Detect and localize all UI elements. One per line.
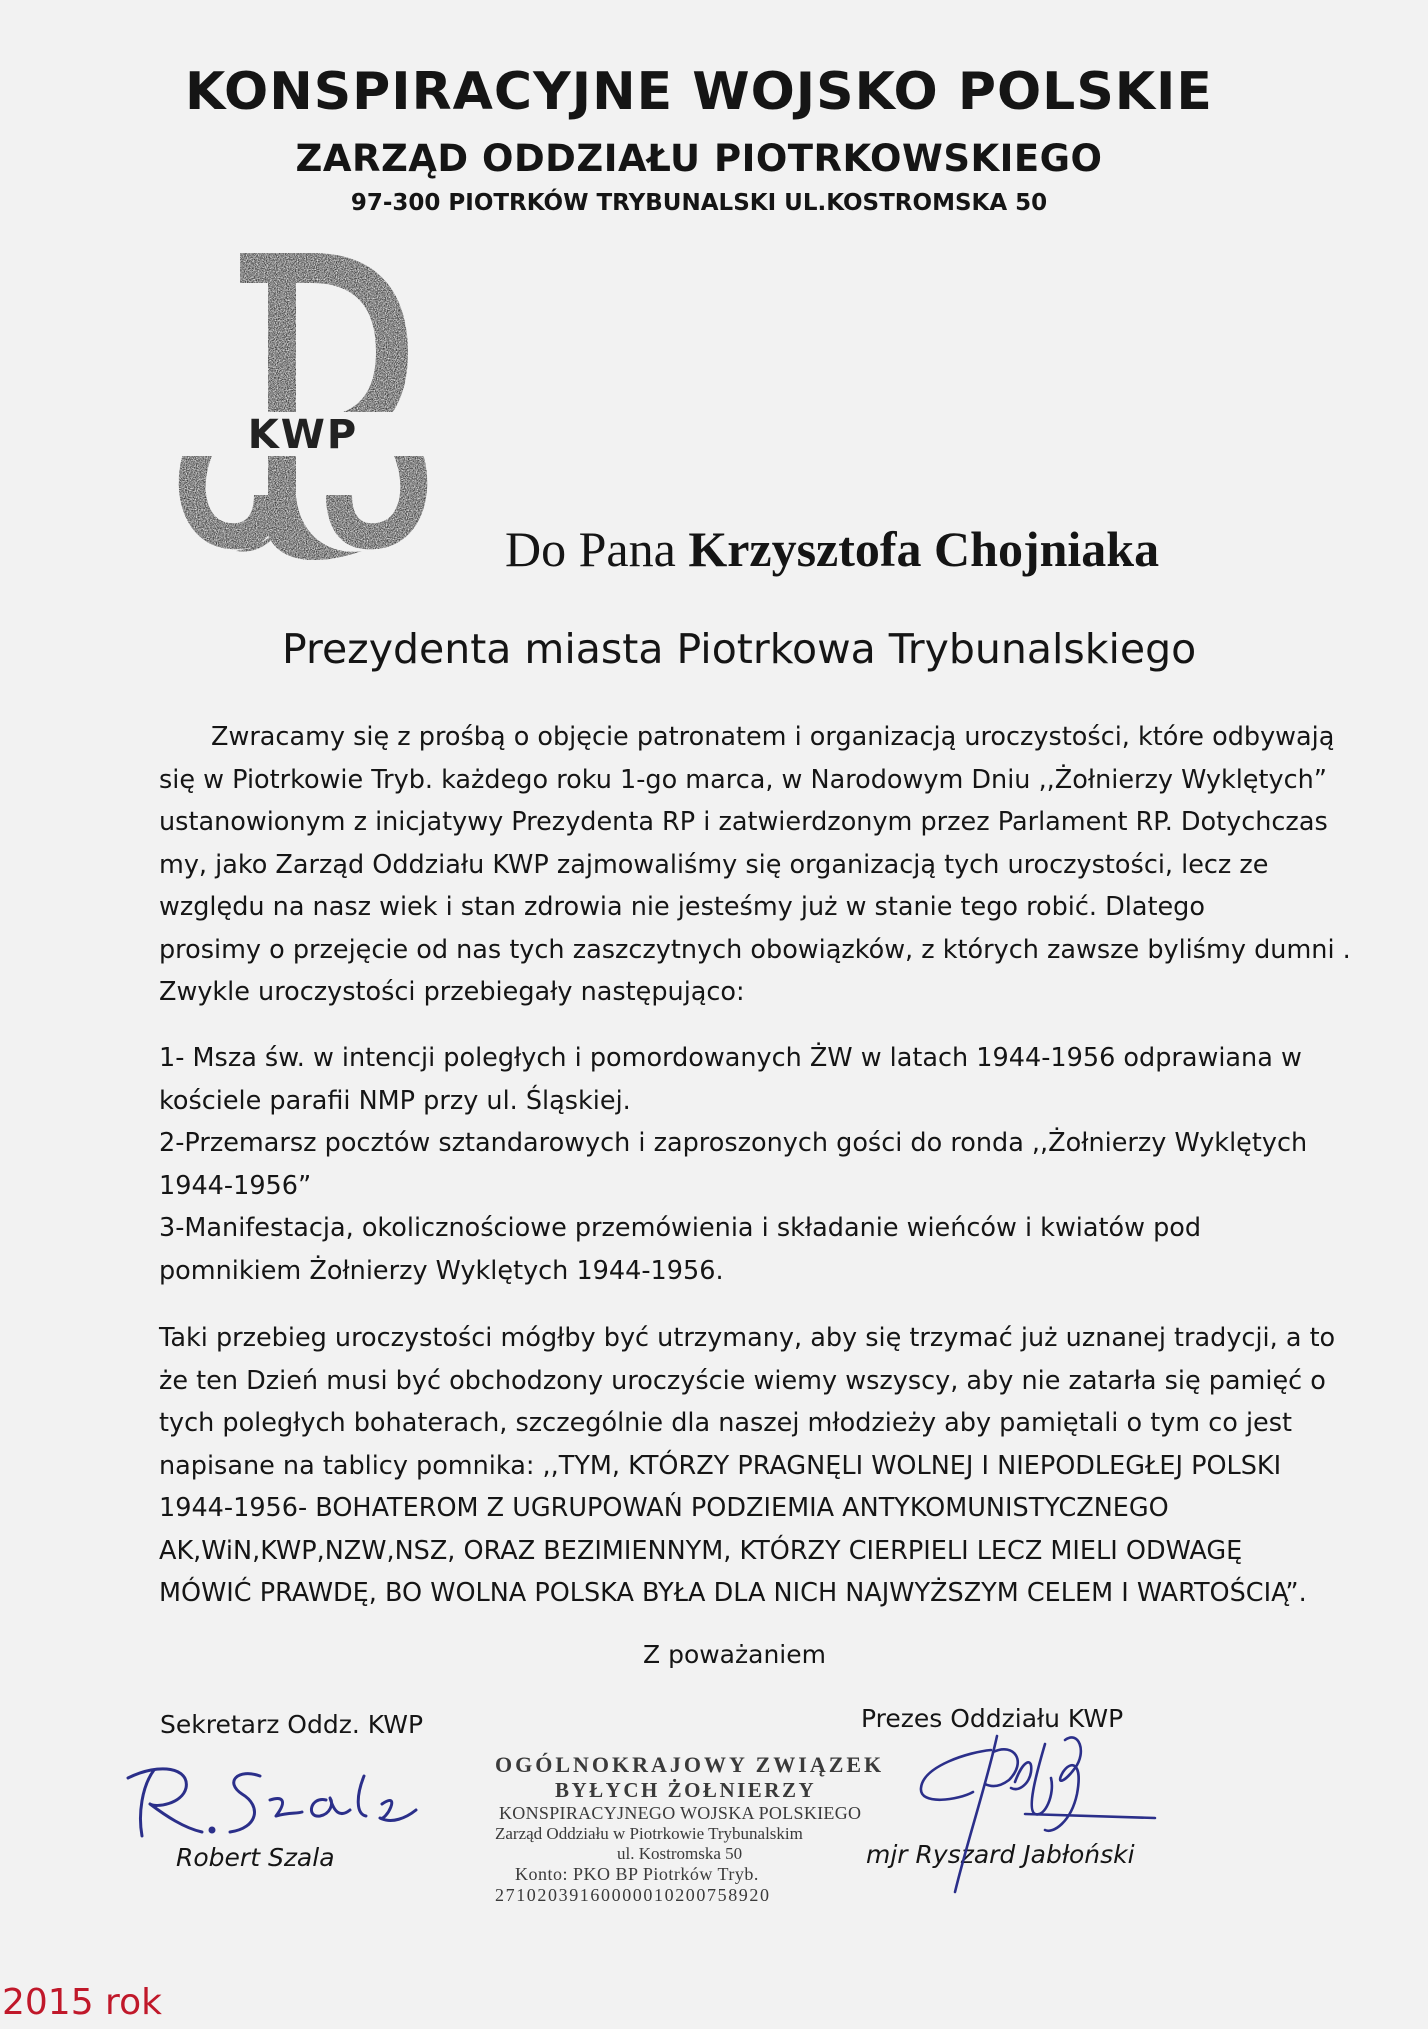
organization-stamp — [495, 1752, 915, 1906]
kwp-logo-icon — [172, 245, 434, 565]
list-item: 2-Przemarsz pocztów sztandarowych i zaproszonych gości do ronda ,,Żołnierzy Wyklętych — [159, 1128, 1308, 1158]
org-name: KONSPIRACYJNE WOJSKO POLSKIE — [185, 62, 1213, 122]
stamp-line: 27102039160000010200758920 — [495, 1885, 771, 1905]
stamp-line: Zarząd Oddziału w Piotrkowie Trybunalskim — [495, 1824, 803, 1843]
stamp-line: KONSPIRACYJNEGO WOJSKA POLSKIEGO — [499, 1803, 862, 1823]
list-item: 1- Msza św. w intencji poległych i pomordowanych ŻW w latach 1944-1956 odprawiana w — [159, 1043, 1302, 1073]
text-line: tych poległych bohaterach, szczególnie dla naszej młodzieży aby pamiętali o tym co jest — [159, 1408, 1293, 1438]
ceremony-list — [159, 1037, 1319, 1292]
closing-salutation: Z poważaniem — [643, 1640, 826, 1669]
president-name: mjr Ryszard Jabłoński — [866, 1840, 1135, 1869]
recipient-line — [505, 520, 1159, 578]
logo-letters: KWP — [247, 412, 359, 458]
paragraph-tradition — [159, 1317, 1336, 1615]
secretary-signature — [120, 1756, 420, 1846]
text-line: Zwracamy się z prośbą o objęcie patronatem i organizacją uroczystości, które odbywają — [211, 722, 1335, 752]
text-line: względu na nasz wiek i stan zdrowia nie jesteśmy już w stanie tego robić. Dlatego — [159, 892, 1205, 922]
text-line: ustanowionym z inicjatywy Prezydenta RP i zatwierdzonym przez Parlament RP. Dotychczas — [159, 807, 1328, 837]
recipient-prefix: Do Pana — [505, 521, 689, 577]
text-line: Zwykle uroczystości przebiegały następująco: — [159, 977, 745, 1007]
stamp-line: BYŁYCH ŻOŁNIERZY — [555, 1778, 817, 1802]
text-line: AK,WiN,KWP,NZW,NSZ, ORAZ BEZIMIENNYM, KTÓRZY CIERPIELI LECZ MIELI ODWAGĘ — [159, 1535, 1243, 1566]
stamp-line: OGÓLNOKRAJOWY ZWIĄZEK — [495, 1752, 885, 1777]
paragraph-request — [159, 716, 1351, 1014]
org-address: 97-300 PIOTRKÓW TRYBUNALSKI UL.KOSTROMSKA 50 — [350, 190, 1048, 216]
secretary-name: Robert Szala — [176, 1843, 335, 1872]
text-line: 1944-1956- BOHATEROM Z UGRUPOWAŃ PODZIEMIA ANTYKOMUNISTYCZNEGO — [159, 1493, 1169, 1523]
president-signature — [905, 1722, 1165, 1902]
text-line: Taki przebieg uroczystości mógłby być utrzymany, aby się trzymać już uznanej tradycji, a to — [159, 1323, 1336, 1353]
text-line: my, jako Zarząd Oddziału KWP zajmowaliśmy się organizacją tych uroczystości, lecz ze — [159, 849, 1269, 880]
list-item: pomnikiem Żołnierzy Wyklętych 1944-1956. — [159, 1255, 724, 1286]
text-line: że ten Dzień musi być obchodzony uroczyście wiemy wszyscy, aby nie zatarła się pamięć o — [159, 1365, 1326, 1396]
stamp-line: ul. Kostromska 50 — [617, 1844, 743, 1863]
year-note: 2015 rok — [2, 1982, 162, 2023]
stamp-line: Konto: PKO BP Piotrków Tryb. — [515, 1864, 759, 1884]
text-line: MÓWIĆ PRAWDĘ, BO WOLNA POLSKA BYŁA DLA NICH NAJWYŻSZYM CELEM I WARTOŚCIĄ”. — [159, 1578, 1307, 1608]
recipient-title: Prezydenta miasta Piotrkowa Trybunalskiego — [282, 625, 1197, 673]
secretary-title: Sekretarz Oddz. KWP — [160, 1710, 424, 1739]
recipient-name: Krzysztofa Chojniaka — [688, 521, 1160, 577]
list-item: 1944-1956” — [159, 1170, 312, 1201]
list-item: 3-Manifestacja, okolicznościowe przemówienia i składanie wieńców i kwiatów pod — [159, 1213, 1202, 1243]
text-line: napisane na tablicy pomnika: ,,TYM, KTÓRZY PRAGNĘLI WOLNEJ I NIEPODLEGŁEJ POLSKI — [159, 1450, 1282, 1481]
text-line: prosimy o przejęcie od nas tych zaszczytnych obowiązków, z których zawsze byliśmy dumni . — [159, 934, 1351, 965]
list-item: kościele parafii NMP przy ul. Śląskiej. — [159, 1085, 631, 1116]
board-name: ZARZĄD ODDZIAŁU PIOTRKOWSKIEGO — [295, 137, 1103, 180]
text-line: się w Piotrkowie Tryb. każdego roku 1-go marca, w Narodowym Dniu ,,Żołnierzy Wyklętych” — [159, 764, 1327, 795]
president-title: Prezes Oddziału KWP — [861, 1704, 1124, 1733]
